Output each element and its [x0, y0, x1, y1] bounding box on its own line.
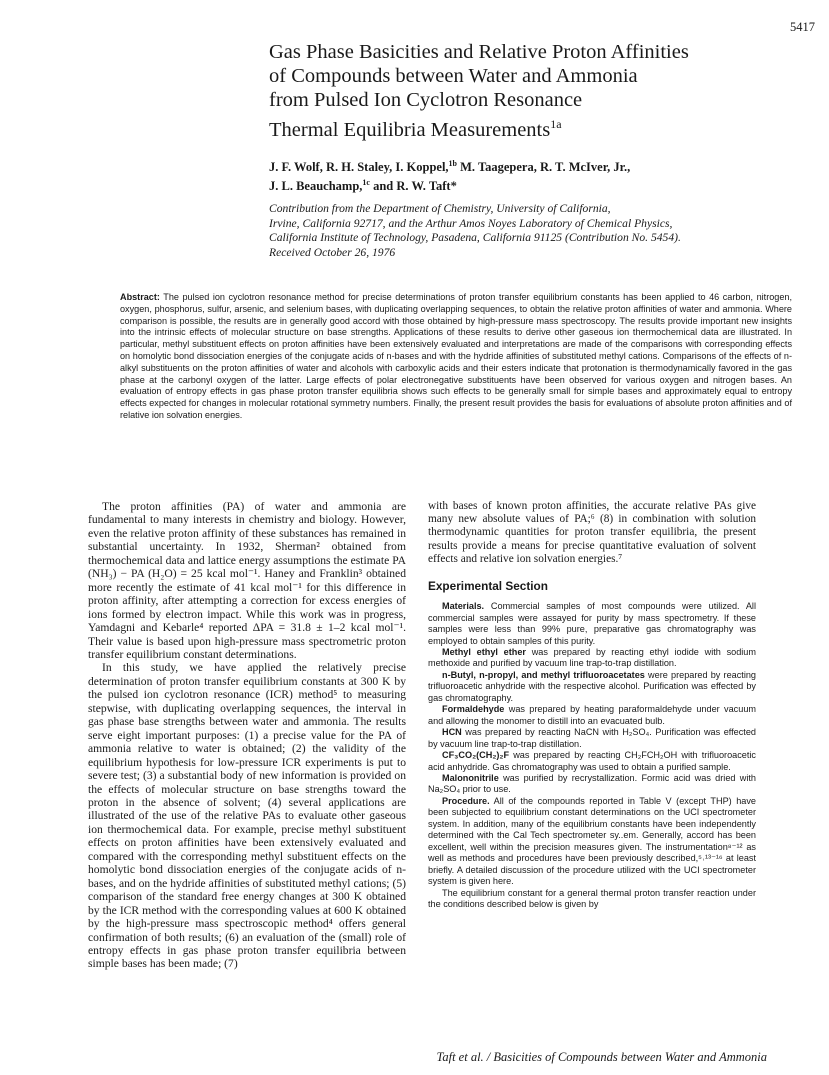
- exp-text: was prepared by reacting ethyl iodide with sodium methoxide and purified by vacuum line trap-to-trap distillation.: [428, 647, 756, 669]
- exp-text: was prepared by reacting CH₂FCH₂OH with trifluoroacetic acid anhydride. Gas chromatography was used to obtain a purified sample.: [428, 750, 756, 772]
- authors-part: M. Taagepera, R. T. McIver, Jr.,: [457, 159, 631, 174]
- title-line-2: of Compounds between Water and Ammonia: [269, 65, 638, 87]
- abstract-label: Abstract:: [120, 292, 160, 302]
- exp-text: were prepared by reacting trifluoroacetic anhydride with the respective alcohol. Purification was effected by gas chromatography.: [428, 669, 756, 703]
- experimental-section: [428, 601, 756, 910]
- title-footnote-marker: 1a: [550, 117, 562, 131]
- section-heading-experimental: Experimental Section: [428, 579, 548, 594]
- exp-paragraph: [428, 796, 756, 888]
- exp-text: was purified by recrystallization. Formic acid was dried with Na₂SO₄ prior to use.: [428, 773, 756, 795]
- author-list: [269, 156, 789, 194]
- received-date: Received October 26, 1976: [269, 245, 396, 259]
- exp-paragraph: [428, 773, 756, 796]
- exp-paragraph: [428, 647, 756, 670]
- left-column: [88, 500, 406, 971]
- exp-paragraph: [428, 888, 756, 911]
- title-line-1: Gas Phase Basicities and Relative Proton Affinities: [269, 41, 689, 63]
- exp-paragraph: [428, 750, 756, 773]
- exp-text: was prepared by reacting NaCN with H₂SO₄. Purification was effected by vacuum line trap-to-trap distillation.: [428, 727, 756, 749]
- abstract-text: The pulsed ion cyclotron resonance method for precise determinations of proton transfer equilibrium constants has been applied to 46 carbon, nitrogen, oxygen, phosphorus, sulfur, arsenic, and selenium bases, with duplicating overlapping sequences, to obtain the relative proton affinities of water and ammonia. Where comparison is possible, the results are in generally good accord with those obtained by high-pressure mass spectroscopy. The results provide important new insights into the intrinsic effects of molecular structure on base strengths. Applications of these results to derive other gaseous ion thermochemical data are illustrated. In particular, methyl substituent effects on proton affinities have been extensively evaluated and interpretations are made of the comparisons with corresponding effects on homolytic bond dissociation energies of the conjugate acids of n-bases and with the hydride affinities of substituted methyl cations. Comparisons of the effects of n-alkyl substituents on the proton affinities of water and alcohols with carboxylic acids and their esters indicate that protonation is thermodynamically favored in the gas phase at the carbonyl oxygen of the latter. Large effects of polar electronegative substituents have been observed for various oxygen and nitrogen bases. An evaluation of entropy effects in gas phase proton transfer equilibria shows such effects to be generally small for simple bases and approximately equal to entropy effects expected for changes in molecular rotational symmetry numbers. Finally, the present result provides the basis for evaluations of absolute proton affinities and of relative ion solvation energies.: [120, 292, 792, 420]
- intro-continuation: with bases of known proton affinities, the accurate relative PAs give many new absolute values of PA;⁶ (8) in combination with solution thermodynamic quantities for proton transfer equilibria, the present results provide a means for precise quantitative evaluation of solvent effects and relative ion solvation energies.⁷: [428, 500, 756, 565]
- page-number: 5417: [790, 20, 815, 34]
- right-column: [428, 500, 756, 910]
- article-header: [269, 40, 789, 261]
- affiliation-line: Irvine, California 92717, and the Arthur Amos Noyes Laboratory of Chemical Physics,: [269, 216, 673, 230]
- author-line-2: [269, 175, 789, 194]
- authors-part: and R. W. Taft*: [369, 179, 457, 194]
- run-in-heading: n-Butyl, n-propyl, and methyl trifluoroacetates: [442, 669, 645, 680]
- exp-text: The equilibrium constant for a general thermal proton transfer reaction under the conditions described below is given by: [428, 887, 756, 909]
- exp-paragraph: [428, 601, 756, 647]
- exp-paragraph: [428, 727, 756, 750]
- exp-paragraph: [428, 670, 756, 704]
- running-footer: Taft et al. / Basicities of Compounds between Water and Ammonia: [436, 1050, 767, 1064]
- run-in-heading: Malononitrile: [442, 773, 499, 784]
- run-in-heading: Formaldehyde: [442, 704, 505, 715]
- run-in-heading: Materials.: [442, 601, 485, 612]
- title-line-4: [269, 112, 789, 142]
- intro-paragraph-2: In this study, we have applied the relatively precise determination of proton transfer equilibrium constants at 300 K by the pulsed ion cyclotron resonance (ICR) method⁵ to measuring stepwise, with duplicating overlapping sequences, the interval in gas phase base strengths between water and ammonia. The results serve eight important purposes: (1) a precise value for the PA of ammonia relative to water is obtained; (2) the validity of the equilibrium hypothesis for low-pressure ICR experiments is put to severe test; (3) a substantial body of new information is provided on the effects of molecular structure on base strengths toward the proton in the absence of solvent; (4) several applications are illustrated of the use of the relative PAs to evaluate other gaseous ion thermochemical data. For example, precise methyl substituent effects on proton affinities have been extensively evaluated and compared with the corresponding methyl substituent effects on the homolytic bond dissociation energies of the conjugate acids of n-bases, and on the hydride affinities of substituted methyl cations; (5) comparison of the standard free energy changes at 300 K obtained by the ICR method with the corresponding values at 600 K obtained by the high-pressure mass spectroscopic method⁴ offers general confirmation of both results; (6) an evaluation of the (small) role of entropy effects in gas phase proton transfer equilibria between simple bases has been made; (7): [88, 661, 406, 971]
- affiliation: [269, 202, 789, 260]
- authors-part: J. L. Beauchamp,: [269, 179, 363, 194]
- affiliation-line: California Institute of Technology, Pasadena, California 91125 (Contribution No. 5454).: [269, 231, 681, 245]
- run-in-heading: HCN: [442, 727, 462, 738]
- authors-part: J. F. Wolf, R. H. Staley, I. Koppel,: [269, 159, 449, 174]
- run-in-heading: CF₃CO₂(CH₂)₂F: [442, 750, 510, 761]
- author-footnote-marker: 1c: [362, 177, 370, 187]
- run-in-heading: Methyl ethyl ether: [442, 647, 526, 658]
- exp-text: Commercial samples of most compounds were utilized. All commercial samples were assayed for purity by mass spectrometry. If these samples were less than 99% pure, preparative gas chromatography was employed to obtain samples of this purity.: [428, 601, 756, 646]
- abstract: [120, 292, 792, 422]
- author-footnote-marker: 1b: [448, 158, 457, 168]
- intro-paragraph-1: The proton affinities (PA) of water and ammonia are fundamental to many interests in chemistry and biology. However, even the relative proton affinity of these substances has remained in substantial uncertainty. In 1932, Sherman² obtained from thermochemical data and lattice energy assumptions the estimate PA (NH₃) − PA (H₂O) = 25 kcal mol⁻¹. Haney and Franklin³ obtained more recently the estimate of 41 kcal mol⁻¹ for this difference in proton affinity, after attempting a correction for excess energies of ions formed by electron impact. While this work was in progress, Yamdagni and Kebarle⁴ reported ΔPA = 31.8 ± 1–2 kcal mol⁻¹. Their value is based upon high-pressure mass spectrometric proton transfer equilibrium constant determinations.: [88, 500, 406, 661]
- exp-paragraph: [428, 704, 756, 727]
- affiliation-line: Contribution from the Department of Chemistry, University of California,: [269, 202, 611, 216]
- exp-text: was prepared by heating paraformaldehyde under vacuum and allowing the monomer to distill into an evacuated bulb.: [428, 704, 756, 726]
- run-in-heading: Procedure.: [442, 795, 490, 806]
- exp-text: All of the compounds reported in Table V (except THP) have been subjected to equilibrium constant determinations on the UCI spectrometer system. In addition, many of the equilibrium constants have been independently determined with the Cal Tech spectrometer sy..em. Generally, accord has been excellent, well within the precision measures given. The instrumentation⁸⁻¹² as well as methods and procedures have been previously described,⁵˒¹³⁻¹⁶ at least briefly. A detailed discussion of the procedure utilized with the UCI spectrometer system is given here.: [428, 795, 756, 887]
- title-line-4-text: Thermal Equilibria Measurements: [269, 118, 551, 141]
- author-line-1: [269, 156, 789, 175]
- title-line-3: from Pulsed Ion Cyclotron Resonance: [269, 89, 583, 111]
